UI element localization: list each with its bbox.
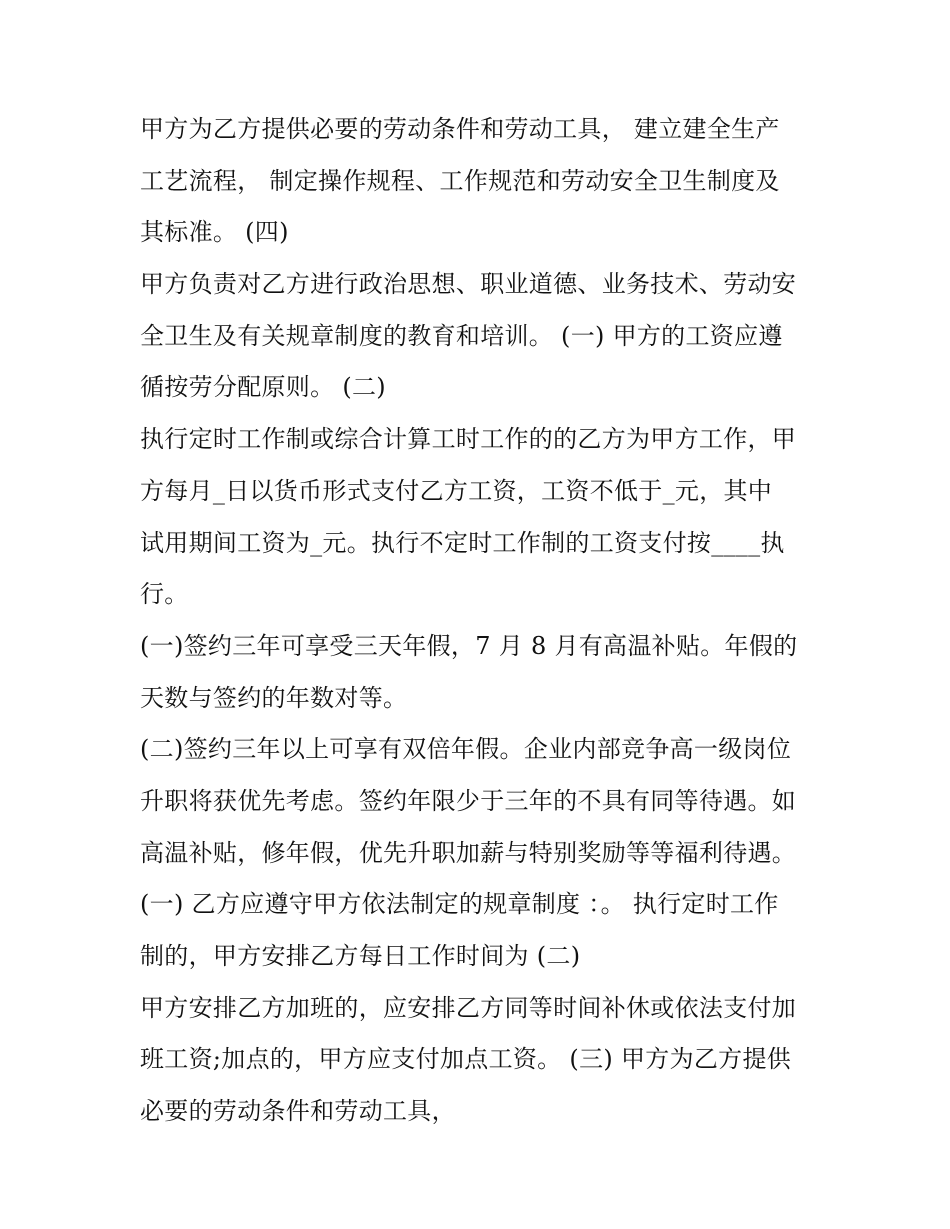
text-line-20: 必要的劳动条件和劳动工具， bbox=[140, 1097, 456, 1126]
text-line-16: (一) 乙方应遵守甲方依法制定的规章制度 ：。 执行定时工作 bbox=[140, 890, 779, 919]
text-line-9: 试用期间工资为_元。执行不定时工作制的工资支付按____执 bbox=[140, 528, 785, 557]
text-line-2: 工艺流程， 制定操作规程、工作规范和劳动安全卫生制度及 bbox=[140, 166, 780, 195]
text-line-17: 制的，甲方安排乙方每日工作时间为 (二) bbox=[140, 942, 581, 970]
text-line-12: 天数与签约的年数对等。 bbox=[140, 683, 408, 712]
text-line-3: 其标准。 (四) bbox=[140, 218, 289, 247]
text-line-5: 全卫生及有关规章制度的教育和培训。 (一) 甲方的工资应遵 bbox=[140, 321, 783, 350]
text-line-14: 升职将获优先考虑。签约年限少于三年的不具有同等待遇。如 bbox=[140, 786, 797, 815]
text-line-6: 循按劳分配原则。 (二) bbox=[140, 373, 386, 402]
text-line-10: 行。 bbox=[140, 580, 189, 609]
text-line-19: 班工资;加点的，甲方应支付加点工资。 (三) 甲方为乙方提供 bbox=[140, 1045, 792, 1074]
text-line-1: 甲方为乙方提供必要的劳动条件和劳动工具， 建立建全生产 bbox=[140, 115, 780, 143]
text-line-13: (二)签约三年以上可享有双倍年假。企业内部竞争高一级岗位 bbox=[140, 735, 792, 764]
text-line-4: 甲方负责对乙方进行政治思想、职业道德、业务技术、劳动安 bbox=[140, 270, 797, 299]
text-line-7: 执行定时工作制或综合计算工时工作的的乙方为甲方工作，甲 bbox=[140, 425, 797, 454]
text-line-11: (一)签约三年可享受三天年假，7 月 8 月有高温补贴。年假的 bbox=[140, 631, 798, 660]
text-line-18: 甲方安排乙方加班的，应安排乙方同等时间补休或依法支付加 bbox=[140, 993, 797, 1022]
document-body bbox=[140, 104, 820, 1138]
text-line-15: 高温补贴，修年假，优先升职加薪与特别奖励等等福利待遇。 bbox=[140, 838, 797, 867]
text-line-8: 方每月_日以货币形式支付乙方工资，工资不低于_元，其中 bbox=[140, 476, 773, 505]
